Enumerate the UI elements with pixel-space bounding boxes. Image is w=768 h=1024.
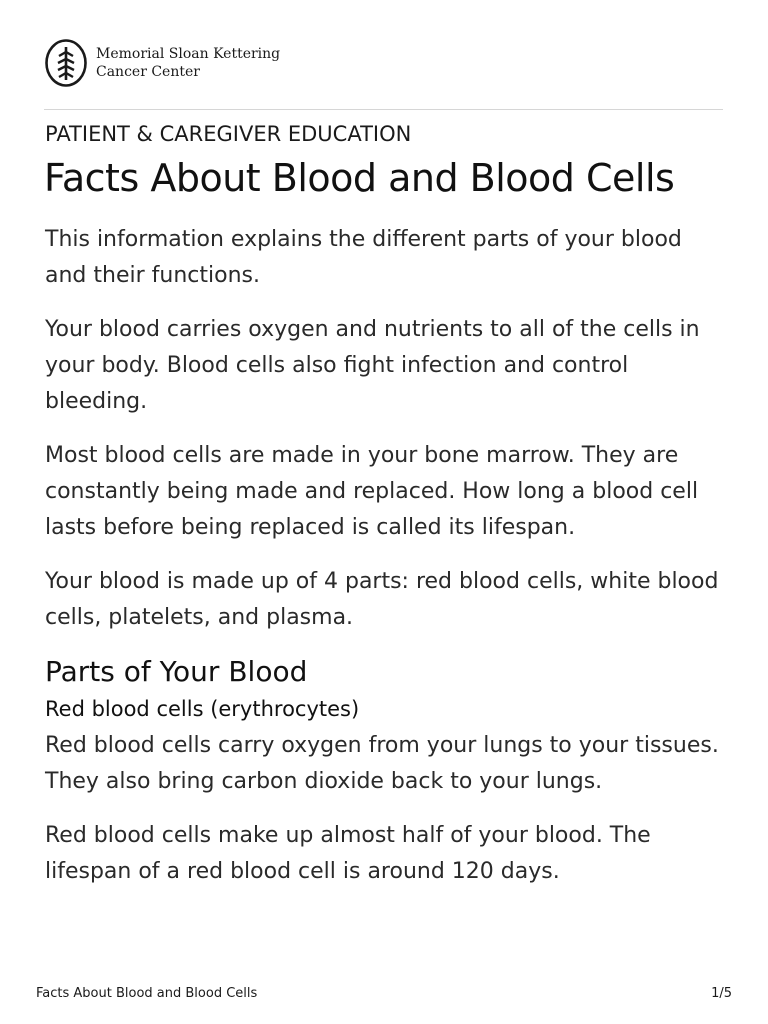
- section-paragraph: Red blood cells make up almost half of your blood. The lifespan of a red blood cell is around 120 days.: [45, 823, 651, 884]
- page-header: [44, 38, 280, 88]
- section-paragraph: Red blood cells carry oxygen from your lungs to your tissues. They also bring carbon dioxide back to your lungs.: [45, 733, 719, 794]
- body-paragraph: Most blood cells are made in your bone marrow. They are constantly being made and replaced. How long a blood cell lasts before being replaced is called its lifespan.: [45, 443, 699, 540]
- page-title: Facts About Blood and Blood Cells: [44, 156, 675, 200]
- msk-tree-icon: [44, 38, 88, 88]
- subsection-heading: Red blood cells (erythrocytes): [45, 697, 360, 721]
- org-name-line2: Cancer Center: [96, 64, 200, 80]
- intro-paragraph: This information explains the different parts of your blood and their functions.: [45, 227, 682, 288]
- article-body: [45, 222, 730, 908]
- footer-doc-title: Facts About Blood and Blood Cells: [36, 986, 258, 1001]
- header-divider: [44, 109, 723, 110]
- section-kicker: PATIENT & CAREGIVER EDUCATION: [45, 122, 412, 146]
- section-heading: Parts of Your Blood: [45, 655, 308, 688]
- body-paragraph: Your blood carries oxygen and nutrients to all of the cells in your body. Blood cells also fight infection and control bleeding.: [45, 317, 700, 414]
- org-name: [96, 45, 280, 81]
- body-paragraph: Your blood is made up of 4 parts: red blood cells, white blood cells, platelets, and plasma.: [45, 569, 719, 630]
- footer-page-number: 1/5: [711, 986, 732, 1001]
- org-name-line1: Memorial Sloan Kettering: [96, 46, 281, 62]
